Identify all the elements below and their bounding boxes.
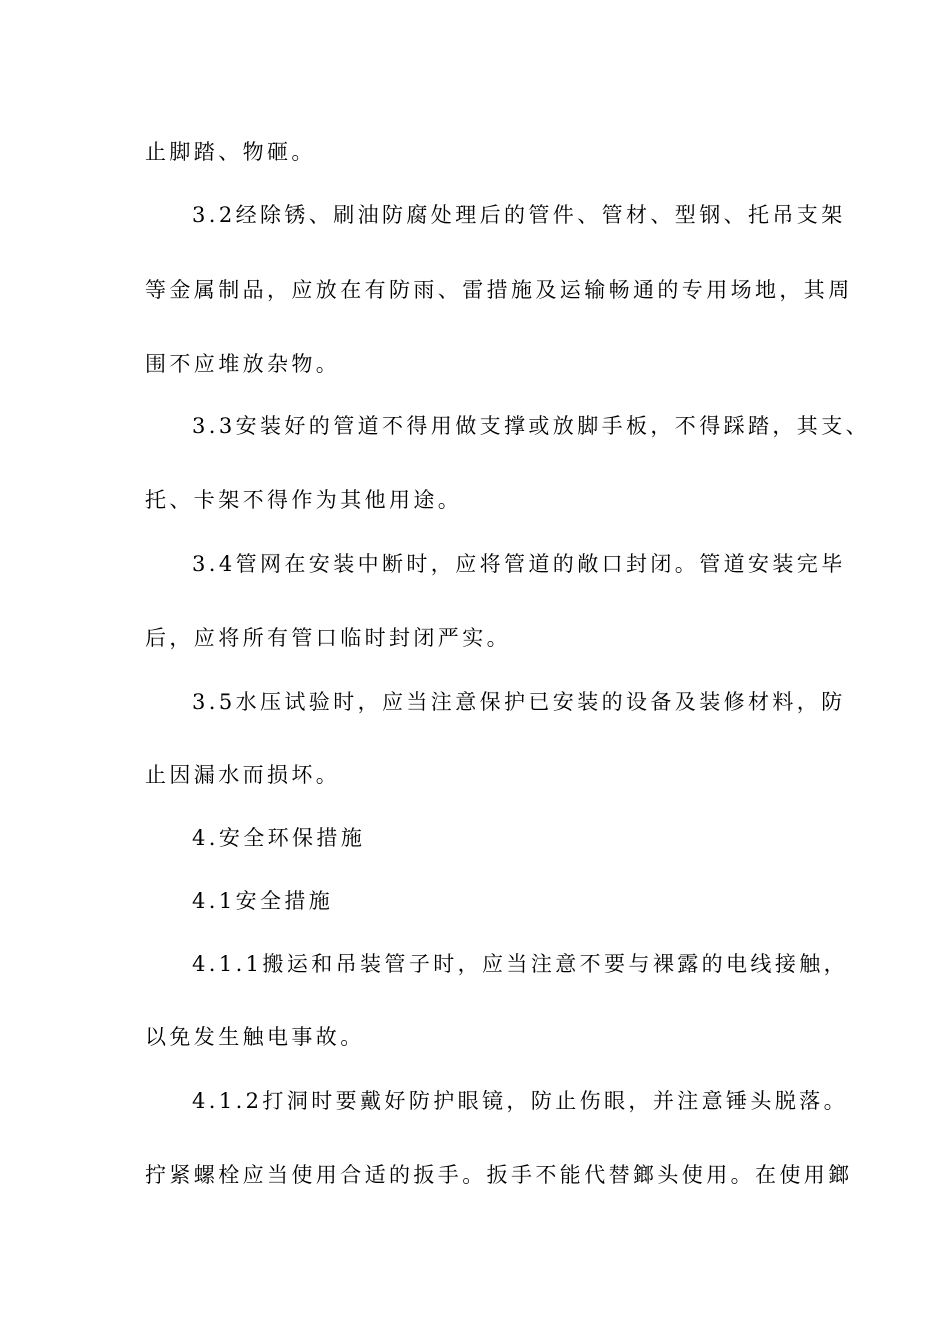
- clause-3-5-line-2: 止因漏水而损坏。: [145, 763, 341, 787]
- clause-3-4-line-1: 3.4管网在安装中断时，应将管道的敞口封闭。管道安装完毕: [192, 552, 846, 576]
- clause-3-2-line-2: 等金属制品，应放在有防雨、雷措施及运输畅通的专用场地，其周: [145, 278, 853, 302]
- clause-3-3-line-2: 托、卡架不得作为其他用途。: [145, 488, 463, 512]
- clause-4-1-2-line-1: 4.1.2打洞时要戴好防护眼镜，防止伤眼，并注意锤头脱落。: [192, 1089, 849, 1113]
- clause-3-4-line-2: 后，应将所有管口临时封闭严实。: [145, 626, 511, 650]
- section-4-1-heading: 4.1安全措施: [192, 889, 334, 913]
- clause-4-1-1-line-2: 以免发生触电事故。: [145, 1025, 365, 1049]
- clause-3-3-line-1: 3.3安装好的管道不得用做支撑或放脚手板，不得踩踏，其支、: [192, 414, 870, 438]
- clause-3-2-line-3: 围不应堆放杂物。: [145, 352, 341, 376]
- text-line-continuation: 止脚踏、物砸。: [145, 140, 316, 164]
- section-4-heading: 4.安全环保措施: [192, 826, 366, 850]
- clause-4-1-2-line-2: 拧紧螺栓应当使用合适的扳手。扳手不能代替鎯头使用。在使用鎯: [145, 1163, 853, 1187]
- clause-3-2-line-1: 3.2经除锈、刷油防腐处理后的管件、管材、型钢、托吊支架: [192, 203, 846, 227]
- clause-3-5-line-1: 3.5水压试验时，应当注意保护已安装的设备及装修材料，防: [192, 690, 846, 714]
- clause-4-1-1-line-1: 4.1.1搬运和吊装管子时，应当注意不要与裸露的电线接触，: [192, 952, 849, 976]
